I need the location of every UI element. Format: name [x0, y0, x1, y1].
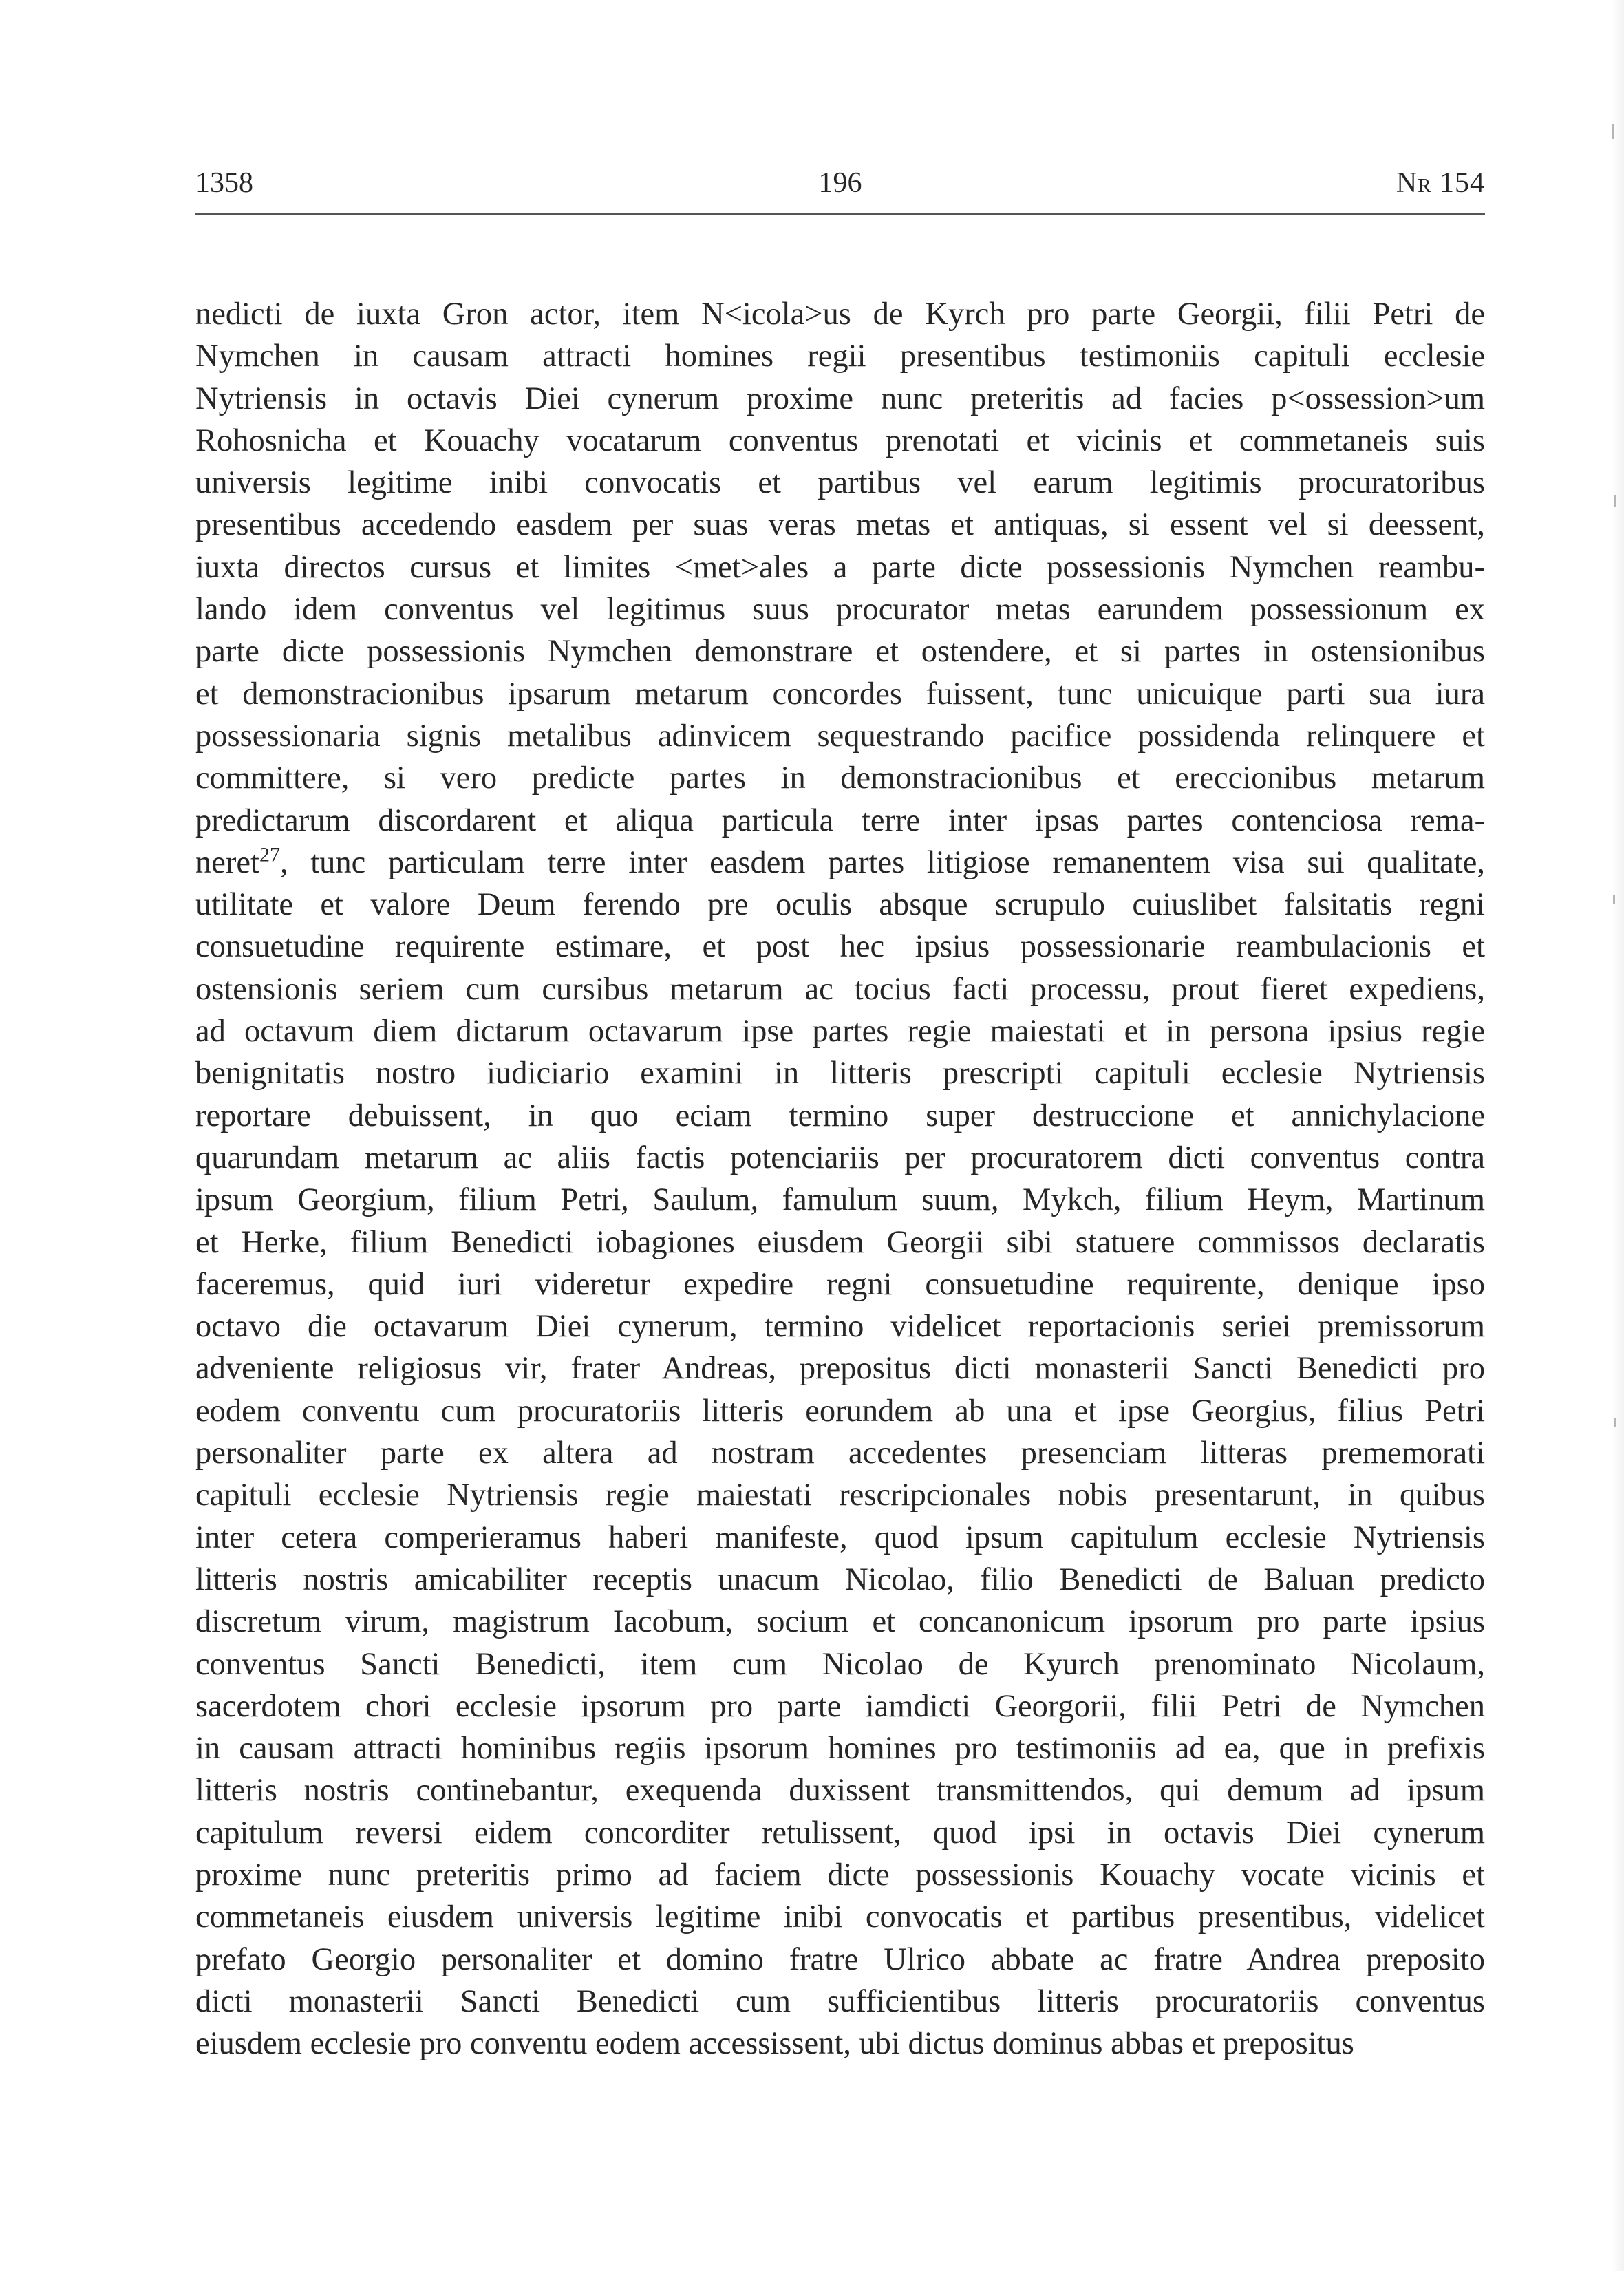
- text-line: consuetudine requirente estimare, et post hec ipsius possessionarie reambulacionis et: [195, 929, 1485, 965]
- text-line: Nymchen in causam attracti homines regii presentibus testimoniis capituli ecclesie: [195, 339, 1485, 374]
- text-line: utilitate et valore Deum ferendo pre oculis absque scrupulo cuiuslibet falsitatis regni: [195, 887, 1485, 923]
- header-rule: [195, 213, 1485, 215]
- header-document-number: Nr 154: [1396, 167, 1485, 199]
- text-line: octavo die octavarum Diei cynerum, termino videlicet reportacionis seriei premissorum: [195, 1309, 1485, 1345]
- text-line: lando idem conventus vel legitimus suus procurator metas earundem possessionum ex: [195, 592, 1485, 628]
- text-line: nedicti de iuxta Gron actor, item N<icola>us de Kyrch pro parte Georgii, filii Petri de: [195, 297, 1485, 332]
- text-line: commetaneis eiusdem universis legitime inibi convocatis et partibus presentibus, videlicet: [195, 1899, 1485, 1935]
- text-line: eodem conventu cum procuratoriis litteris eorundem ab una et ipse Georgius, filius Petri: [195, 1393, 1485, 1429]
- text-line: faceremus, quid iuri videretur expedire regni consuetudine requirente, denique ipso: [195, 1266, 1485, 1302]
- text-line: capituli ecclesie Nytriensis regie maiestati rescripcionales nobis presentarunt, in quibus: [195, 1478, 1485, 1513]
- text-line: ostensionis seriem cum cursibus metarum ac tocius facti processu, prout fieret expediens,: [195, 971, 1485, 1007]
- text-line: Nytriensis in octavis Diei cynerum proxime nunc preteritis ad facies p<ossession>um: [195, 381, 1485, 416]
- text-line: prefato Georgio personaliter et domino fratre Ulrico abbate ac fratre Andrea preposito: [195, 1941, 1485, 1977]
- scan-speck: [1614, 495, 1616, 507]
- text-line: capitulum reversi eidem concorditer retulissent, quod ipsi in octavis Diei cynerum: [195, 1815, 1485, 1851]
- text-line: inter cetera comperieramus haberi manifeste, quod ipsum capitulum ecclesie Nytriensis: [195, 1520, 1485, 1555]
- text-line: sacerdotem chori ecclesie ipsorum pro parte iamdicti Georgorii, filii Petri de Nymchen: [195, 1688, 1485, 1724]
- scan-edge-shadow: [1612, 0, 1624, 2271]
- text-line: ad octavum diem dictarum octavarum ipse partes regie maiestati et in persona ipsius regie: [195, 1014, 1485, 1049]
- charter-text: [195, 293, 1485, 2065]
- text-line: litteris nostris amicabiliter receptis unacum Nicolao, filio Benedicti de Baluan predicto: [195, 1561, 1485, 1597]
- text-line: universis legitime inibi convocatis et partibus vel earum legitimis procuratoribus: [195, 465, 1485, 501]
- footnote-marker: 27: [259, 843, 280, 866]
- text-line: parte dicte possessionis Nymchen demonstrare et ostendere, et si partes in ostensionibus: [195, 634, 1485, 670]
- scan-speck: [1612, 124, 1614, 139]
- header-page-number: 196: [818, 167, 862, 199]
- text-line: committere, si vero predicte partes in demonstracionibus et ereccionibus metarum: [195, 760, 1485, 796]
- text-line: predictarum discordarent et aliqua particula terre inter ipsas partes contenciosa rema-: [195, 802, 1485, 838]
- running-head: [195, 162, 1485, 204]
- text-line: reportare debuissent, in quo eciam termino super destruccione et annichylacione: [195, 1098, 1485, 1133]
- scan-speck: [1614, 1418, 1616, 1427]
- text-line: quarundam metarum ac aliis factis potenciariis per procuratorem dicti conventus contra: [195, 1140, 1485, 1175]
- text-line: in causam attracti hominibus regiis ipsorum homines pro testimoniis ad ea, que in prefixis: [195, 1731, 1485, 1767]
- text-line: personaliter parte ex altera ad nostram accedentes presenciam litteras prememorati: [195, 1436, 1485, 1471]
- text-line: benignitatis nostro iudiciario examini in litteris prescripti capituli ecclesie Nytriensis: [195, 1056, 1485, 1091]
- line-start: neret: [195, 844, 259, 880]
- text-line: iuxta directos cursus et limites <met>ales a parte dicte possessionis Nymchen reambu-: [195, 549, 1485, 585]
- line-rest: , tunc particulam terre inter easdem partes litigiose remanentem visa sui qualitate,: [279, 844, 1485, 880]
- text-line: et Herke, filium Benedicti iobagiones eiusdem Georgii sibi statuere commissos declaratis: [195, 1224, 1485, 1260]
- text-line: conventus Sancti Benedicti, item cum Nicolao de Kyurch prenominato Nicolaum,: [195, 1646, 1485, 1682]
- text-line: discretum virum, magistrum Iacobum, socium et concanonicum ipsorum pro parte ipsius: [195, 1604, 1485, 1640]
- text-line: et demonstracionibus ipsarum metarum concordes fuissent, tunc unicuique parti sua iura: [195, 676, 1485, 712]
- text-line: possessionaria signis metalibus adinvicem sequestrando pacifice possidenda relinquere et: [195, 718, 1485, 754]
- text-line: eiusdem ecclesie pro conventu eodem accessissent, ubi dictus dominus abbas et prepositus: [195, 2026, 1354, 2062]
- text-line: dicti monasterii Sancti Benedicti cum sufficientibus litteris procuratoriis conventus: [195, 1983, 1485, 2019]
- text-line: proxime nunc preteritis primo ad faciem dicte possessionis Kouachy vocate vicinis et: [195, 1857, 1485, 1893]
- text-line: ipsum Georgium, filium Petri, Saulum, famulum suum, Mykch, filium Heym, Martinum: [195, 1182, 1485, 1218]
- header-year: 1358: [195, 167, 253, 199]
- text-line: litteris nostris continebantur, exequenda duxissent transmittendos, qui demum ad ipsum: [195, 1773, 1485, 1809]
- scan-speck: [1613, 895, 1615, 904]
- text-line: Rohosnicha et Kouachy vocatarum conventus prenotati et vicinis et commetaneis suis: [195, 423, 1485, 458]
- text-line: presentibus accedendo easdem per suas veras metas et antiquas, si essent vel si deessent,: [195, 507, 1485, 543]
- text-line: adveniente religiosus vir, frater Andreas, prepositus dicti monasterii Sancti Benedicti pro: [195, 1351, 1485, 1387]
- text-line-with-footnote: [195, 842, 1485, 884]
